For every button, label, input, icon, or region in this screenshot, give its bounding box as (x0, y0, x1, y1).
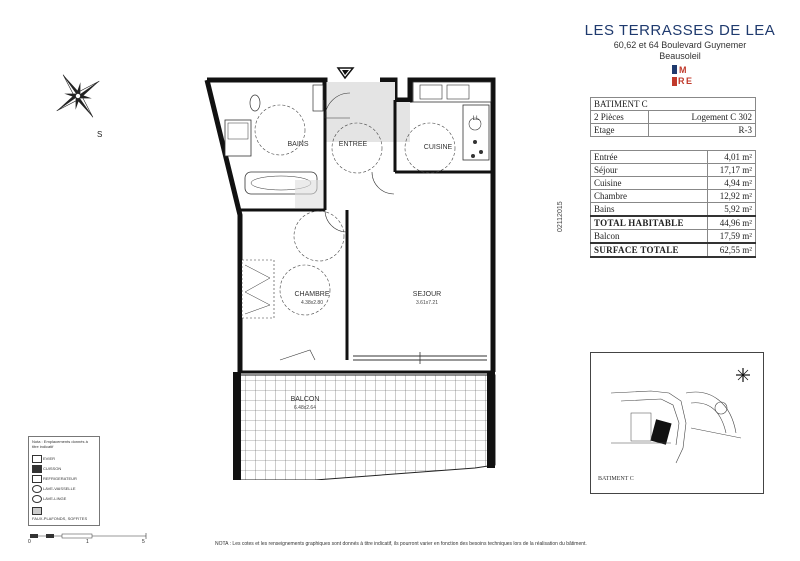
room-label-sejour: SEJOUR (412, 291, 442, 298)
disclaimer-note: NOTA : Les cotes et les renseignements graphiques sont donnés à titre indicatif, ils pourront varier en fonction des besoins techniques lors de la réalisation du bâtiment. (215, 541, 587, 547)
scale-tick-label: 0 (28, 539, 31, 545)
surface-value: 5,92 m² (708, 203, 756, 217)
legend-item: EVIER (43, 456, 56, 461)
unit-info-table (590, 97, 756, 137)
building-label: BATIMENT C (591, 98, 756, 111)
fridge-icon (32, 475, 42, 483)
reference-code: 02112015 (557, 201, 564, 232)
site-location-map (590, 352, 764, 494)
floor-plan (195, 60, 515, 480)
surface-value: 12,92 m² (708, 190, 756, 203)
unit-number: Logement C 302 (649, 111, 756, 124)
room-label-chambre: CHAMBRE (294, 291, 330, 298)
surface-row (591, 151, 756, 164)
laundry-ll-label: LL (472, 116, 480, 122)
floor-label: Etage (591, 124, 649, 137)
compass-south-label: S (97, 130, 103, 139)
chambre-dimensions: 4.38x2.80 (301, 300, 323, 306)
total-habitable-label: TOTAL HABITABLE (591, 216, 708, 230)
balcon-dimensions: 6.48x2.64 (294, 405, 316, 411)
rooms-count: 2 Pièces (591, 111, 649, 124)
surface-label: Cuisine (591, 177, 708, 190)
surface-row (591, 190, 756, 203)
sejour-dimensions: 3.61x7.21 (416, 300, 438, 306)
legend-item: REFRIGERATEUR (43, 476, 77, 481)
false-ceiling-icon (32, 507, 42, 515)
scale-tick-label: 1 (86, 539, 89, 545)
scale-bar (28, 532, 148, 546)
dishwasher-icon (32, 485, 42, 493)
surface-label: Bains (591, 203, 708, 217)
floor-value: R-3 (649, 124, 756, 137)
room-label-bains: BAINS (287, 141, 309, 148)
legend-item: CUISSON (43, 466, 62, 471)
washing-machine-icon (32, 495, 42, 503)
legend-item: LAVE-LINGE (43, 496, 67, 501)
sink-icon (32, 455, 42, 463)
minimap-building-label: BATIMENT C (598, 476, 634, 482)
surface-value: 4,01 m² (708, 151, 756, 164)
surface-row (591, 164, 756, 177)
total-habitable-value: 44,96 m² (708, 216, 756, 230)
company-logo: M R E (672, 65, 690, 87)
scale-tick-label: 5 (142, 539, 145, 545)
project-title: LES TERRASSES DE LEA (584, 22, 776, 39)
project-address: 60,62 et 64 Boulevard Guynemer (613, 40, 747, 50)
surface-value: 4,94 m² (708, 177, 756, 190)
surface-label: Entrée (591, 151, 708, 164)
surface-row (591, 177, 756, 190)
surface-label: Séjour (591, 164, 708, 177)
legend-item: FAUX-PLAFONDS, SOFFITES (32, 516, 88, 521)
room-label-balcon: BALCON (290, 396, 320, 403)
surface-row (591, 203, 756, 217)
room-label-cuisine: CUISINE (423, 144, 453, 151)
legend-item: LAVE-VAISSELLE (43, 486, 76, 491)
equipment-legend (28, 436, 100, 526)
surface-totale-label: SURFACE TOTALE (591, 243, 708, 257)
legend-header: Nota : Emplacements donnés à titre indicatif (32, 439, 88, 449)
surface-totale-value: 62,55 m² (708, 243, 756, 257)
room-label-entree: ENTREE (338, 141, 368, 148)
surface-label: Chambre (591, 190, 708, 203)
compass-rose-icon (50, 66, 110, 146)
balcon-label: Balcon (591, 230, 708, 244)
surface-value: 17,17 m² (708, 164, 756, 177)
surfaces-table (590, 150, 756, 258)
balcon-value: 17,59 m² (708, 230, 756, 244)
project-city: Beausoleil (659, 51, 701, 61)
stove-icon (32, 465, 42, 473)
